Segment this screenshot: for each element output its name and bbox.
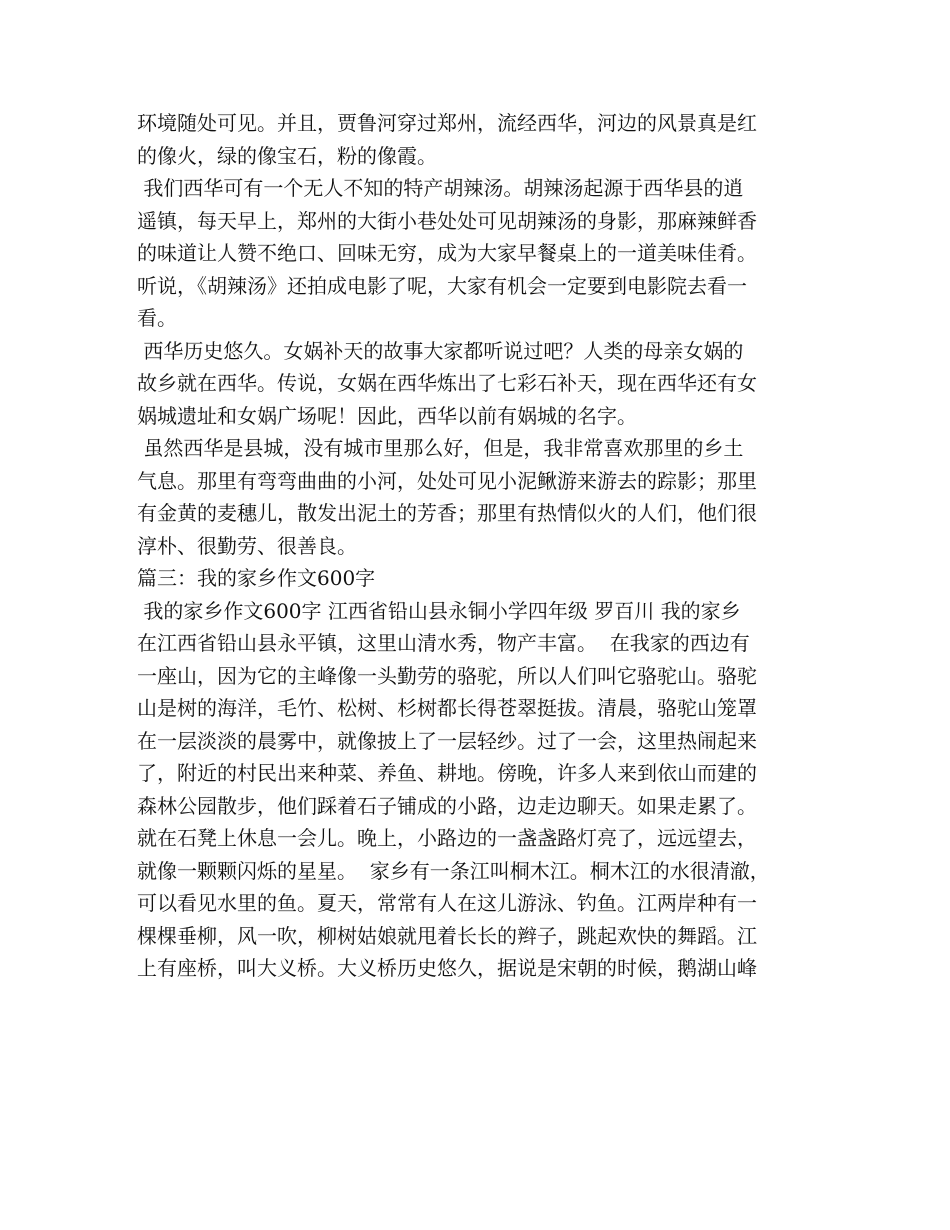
text-line: 故乡就在西华。传说，女娲在西华炼出了七彩石补天，现在西华还有女 [137,371,757,395]
text-line: 遥镇，每天早上，郑州的大街小巷处处可见胡辣汤的身影，那麻辣鲜香 [137,208,757,233]
text-line: 娲城遗址和女娲广场呢！因此，西华以前有娲城的名字。 [137,403,637,428]
text-line: 环境随处可见。并且，贾鲁河穿过郑州，流经西华，河边的风景真是红 [137,111,757,135]
text-line: 淳朴、很勤劳、很善良。 [137,533,357,558]
text-line: 在江西省铅山县永平镇，这里山清水秀，物产丰富。 在我家的西边有 [137,631,750,655]
text-line: 山是树的海洋，毛竹、松树、杉树都长得苍翠挺拔。清晨，骆驼山笼罩 [137,696,757,720]
text-line: 上有座桥，叫大义桥。大义桥历史悠久，据说是宋朝的时候，鹅湖山峰 [137,956,757,980]
text-line: 我们西华可有一个无人不知的特产胡辣汤。胡辣汤起源于西华县的逍 [137,176,744,200]
text-line: 可以看见水里的鱼。夏天，常常有人在这儿游泳、钓鱼。江两岸种有一 [137,891,757,915]
text-line: 看。 [137,306,177,330]
text-line: 森林公园散步，他们踩着石子铺成的小路，边走边聊天。如果走累了。 [137,793,757,818]
text-line: 听说，《胡辣汤》还拍成电影了呢，大家有机会一定要到电影院去看一 [137,273,747,298]
section-heading: 篇三：我的家乡作文600字 [137,566,376,590]
text-line: 一座山，因为它的主峰像一头勤劳的骆驼，所以人们叫它骆驼山。骆驼 [137,663,757,688]
text-line: 的像火，绿的像宝石，粉的像霞。 [137,143,437,168]
text-line: 虽然西华是县城，没有城市里那么好，但是，我非常喜欢那里的乡土 [137,436,744,460]
text-line: 棵棵垂柳，风一吹，柳树姑娘就甩着长长的辫子，跳起欢快的舞蹈。江 [137,923,757,948]
text-line: 气息。那里有弯弯曲曲的小河，处处可见小泥鳅游来游去的踪影；那里 [137,468,757,493]
text-line: 了，附近的村民出来种菜、养鱼、耕地。傍晚，许多人来到依山而建的 [137,761,757,785]
text-line: 在一层淡淡的晨雾中，就像披上了一层轻纱。过了一会，这里热闹起来 [137,728,757,753]
text-line: 西华历史悠久。女娲补天的故事大家都听说过吧？人类的母亲女娲的 [137,338,744,363]
text-line: 的味道让人赞不绝口、回味无穷，成为大家早餐桌上的一道美味佳肴。 [137,241,757,265]
text-line: 就像一颗颗闪烁的星星。 家乡有一条江叫桐木江。桐木江的水很清澈， [137,858,770,883]
text-line: 有金黄的麦穗儿，散发出泥土的芳香；那里有热情似火的人们，他们很 [137,501,757,525]
text-line: 就在石凳上休息一会儿。晚上，小路边的一盏盏路灯亮了，远远望去， [137,826,757,850]
document-body [137,107,827,985]
text-line: 我的家乡作文600字 江西省铅山县永铜小学四年级 罗百川 我的家乡 [137,598,741,623]
